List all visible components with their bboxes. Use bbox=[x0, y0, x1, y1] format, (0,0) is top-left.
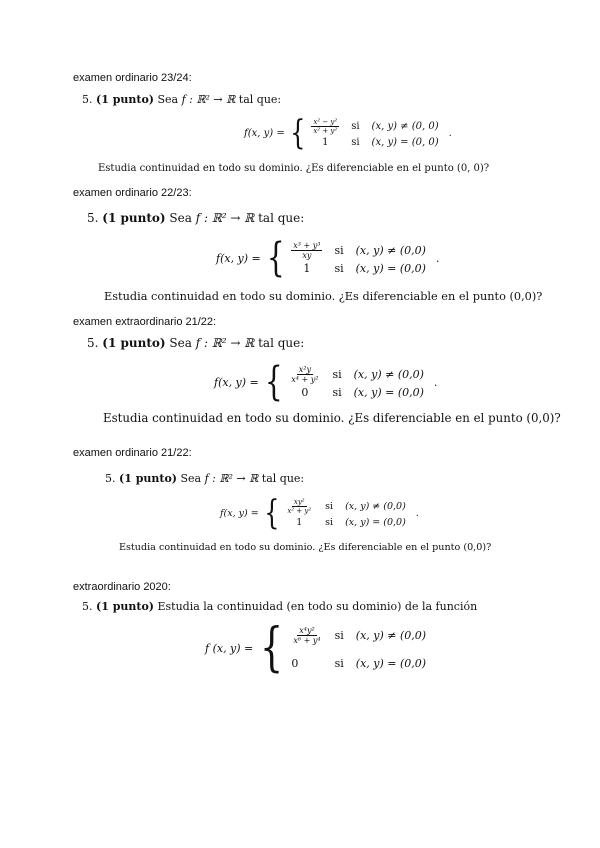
fraction-numerator: xy² bbox=[293, 498, 305, 506]
problem-number: 5. bbox=[87, 336, 99, 350]
points-label: (1 punto) bbox=[119, 472, 177, 485]
fraction-denominator: x² + y² bbox=[287, 507, 312, 515]
fraction-numerator: x²y bbox=[298, 365, 311, 374]
si-label: si bbox=[332, 368, 342, 381]
case1-condition: (x, y) ≠ (0,0) bbox=[345, 501, 406, 512]
left-brace: { bbox=[260, 618, 284, 678]
case1-fraction bbox=[285, 498, 313, 515]
si-label: si bbox=[334, 244, 344, 257]
case1-fraction bbox=[289, 365, 320, 384]
exam-header: extraordinario 2020: bbox=[73, 581, 171, 593]
points-label: (1 punto) bbox=[96, 600, 154, 613]
tal-que: tal que: bbox=[258, 336, 305, 350]
trailing-period: . bbox=[415, 507, 419, 519]
case2-value: 1 bbox=[322, 137, 329, 148]
piecewise-function bbox=[216, 235, 440, 281]
problem-number: 5. bbox=[82, 600, 93, 613]
intro-word: Sea bbox=[169, 211, 192, 225]
fraction-denominator: x⁴ + y² bbox=[291, 375, 319, 384]
case2-condition: (x, y) = (0,0) bbox=[355, 262, 426, 275]
trailing-period: . bbox=[435, 251, 440, 265]
tal-que: tal que: bbox=[238, 93, 282, 106]
left-brace: { bbox=[289, 113, 306, 153]
si-label: si bbox=[334, 629, 344, 642]
left-brace: { bbox=[263, 493, 280, 533]
function-lhs: f(x, y) = bbox=[216, 251, 261, 265]
function-lhs: f(x, y) = bbox=[220, 507, 259, 519]
cases-table bbox=[291, 241, 426, 275]
function-lhs: f(x, y) = bbox=[214, 375, 259, 389]
case2-condition: (x, y) = (0,0) bbox=[355, 657, 427, 670]
case1-fraction bbox=[311, 118, 339, 135]
problem-number: 5. bbox=[105, 472, 116, 485]
case2-value: 0 bbox=[301, 386, 309, 399]
function-lhs: f(x, y) = bbox=[244, 127, 285, 139]
case2-condition: (x, y) = (0, 0) bbox=[371, 137, 439, 148]
trailing-period: . bbox=[433, 375, 438, 389]
case2-value: 1 bbox=[296, 517, 303, 528]
si-label: si bbox=[325, 501, 334, 512]
piecewise-function bbox=[220, 493, 419, 533]
case1-condition: (x, y) ≠ (0,0) bbox=[355, 629, 427, 642]
case1-condition: (x, y) ≠ (0, 0) bbox=[371, 121, 439, 132]
case2-condition: (x, y) = (0,0) bbox=[353, 386, 424, 399]
points-label: (1 punto) bbox=[102, 211, 166, 225]
trailing-period: . bbox=[448, 127, 452, 139]
fraction-numerator: x³ + y³ bbox=[293, 241, 321, 250]
question-text: Estudia continuidad en todo su dominio. ¿Es diferenciable en el punto (0,0)? bbox=[103, 411, 561, 425]
problem-number: 5. bbox=[82, 93, 93, 106]
si-label: si bbox=[334, 262, 344, 275]
function-mapping: f : ℝ² → ℝ bbox=[181, 93, 236, 106]
cases-table bbox=[291, 626, 426, 670]
case1-condition: (x, y) ≠ (0,0) bbox=[353, 368, 424, 381]
tal-que: tal que: bbox=[258, 211, 305, 225]
problem-statement bbox=[82, 600, 477, 613]
fraction-denominator: x² + y² bbox=[313, 127, 338, 135]
tal-que: tal que: bbox=[261, 472, 305, 485]
question-text: Estudia continuidad en todo su dominio. ¿Es diferenciable en el punto (0, 0)? bbox=[98, 163, 490, 174]
case2-condition: (x, y) = (0,0) bbox=[345, 517, 406, 528]
question-text: Estudia continuidad en todo su dominio. ¿Es diferenciable en el punto (0,0)? bbox=[119, 542, 492, 553]
intro-word: Sea bbox=[169, 336, 192, 350]
points-label: (1 punto) bbox=[102, 336, 166, 350]
intro-word: Sea bbox=[157, 93, 179, 106]
problem-number: 5. bbox=[87, 211, 99, 225]
cases-table bbox=[311, 118, 438, 148]
function-lhs: f (x, y) = bbox=[205, 641, 254, 655]
case2-value: 1 bbox=[303, 262, 311, 275]
function-mapping: f : ℝ² → ℝ bbox=[195, 336, 255, 350]
fraction-denominator: x⁶ + y⁴ bbox=[293, 636, 321, 645]
cases-table bbox=[285, 498, 405, 528]
si-label: si bbox=[351, 121, 360, 132]
problem-statement bbox=[87, 211, 304, 225]
si-label: si bbox=[332, 386, 342, 399]
si-label: si bbox=[351, 137, 360, 148]
problem-statement bbox=[82, 93, 281, 106]
problem-statement bbox=[105, 472, 304, 485]
statement-text: Estudia la continuidad (en todo su dominio) de la función bbox=[157, 600, 478, 613]
function-mapping: f : ℝ² → ℝ bbox=[204, 472, 259, 485]
problem-statement bbox=[87, 336, 304, 350]
si-label: si bbox=[325, 517, 334, 528]
case1-condition: (x, y) ≠ (0,0) bbox=[355, 244, 426, 257]
cases-table bbox=[289, 365, 424, 399]
left-brace: { bbox=[264, 359, 283, 405]
piecewise-function bbox=[244, 113, 452, 153]
case1-fraction bbox=[291, 626, 322, 645]
function-mapping: f : ℝ² → ℝ bbox=[195, 211, 255, 225]
case1-fraction bbox=[291, 241, 322, 260]
fraction-denominator: xy bbox=[302, 251, 312, 260]
si-label: si bbox=[334, 657, 344, 670]
piecewise-function bbox=[214, 359, 438, 405]
case2-value: 0 bbox=[291, 657, 299, 670]
intro-word: Sea bbox=[180, 472, 202, 485]
left-brace: { bbox=[266, 235, 285, 281]
points-label: (1 punto) bbox=[96, 93, 154, 106]
question-text: Estudia continuidad en todo su dominio. ¿Es diferenciable en el punto (0,0)? bbox=[104, 290, 543, 303]
exam-header: examen ordinario 23/24: bbox=[73, 72, 192, 84]
exam-header: examen extraordinario 21/22: bbox=[73, 316, 217, 328]
exam-header: examen ordinario 22/23: bbox=[73, 187, 192, 199]
fraction-numerator: x⁴y² bbox=[299, 626, 315, 635]
piecewise-function bbox=[205, 618, 427, 678]
fraction-numerator: x² − y² bbox=[313, 118, 338, 126]
exam-header: examen ordinario 21/22: bbox=[73, 447, 192, 459]
